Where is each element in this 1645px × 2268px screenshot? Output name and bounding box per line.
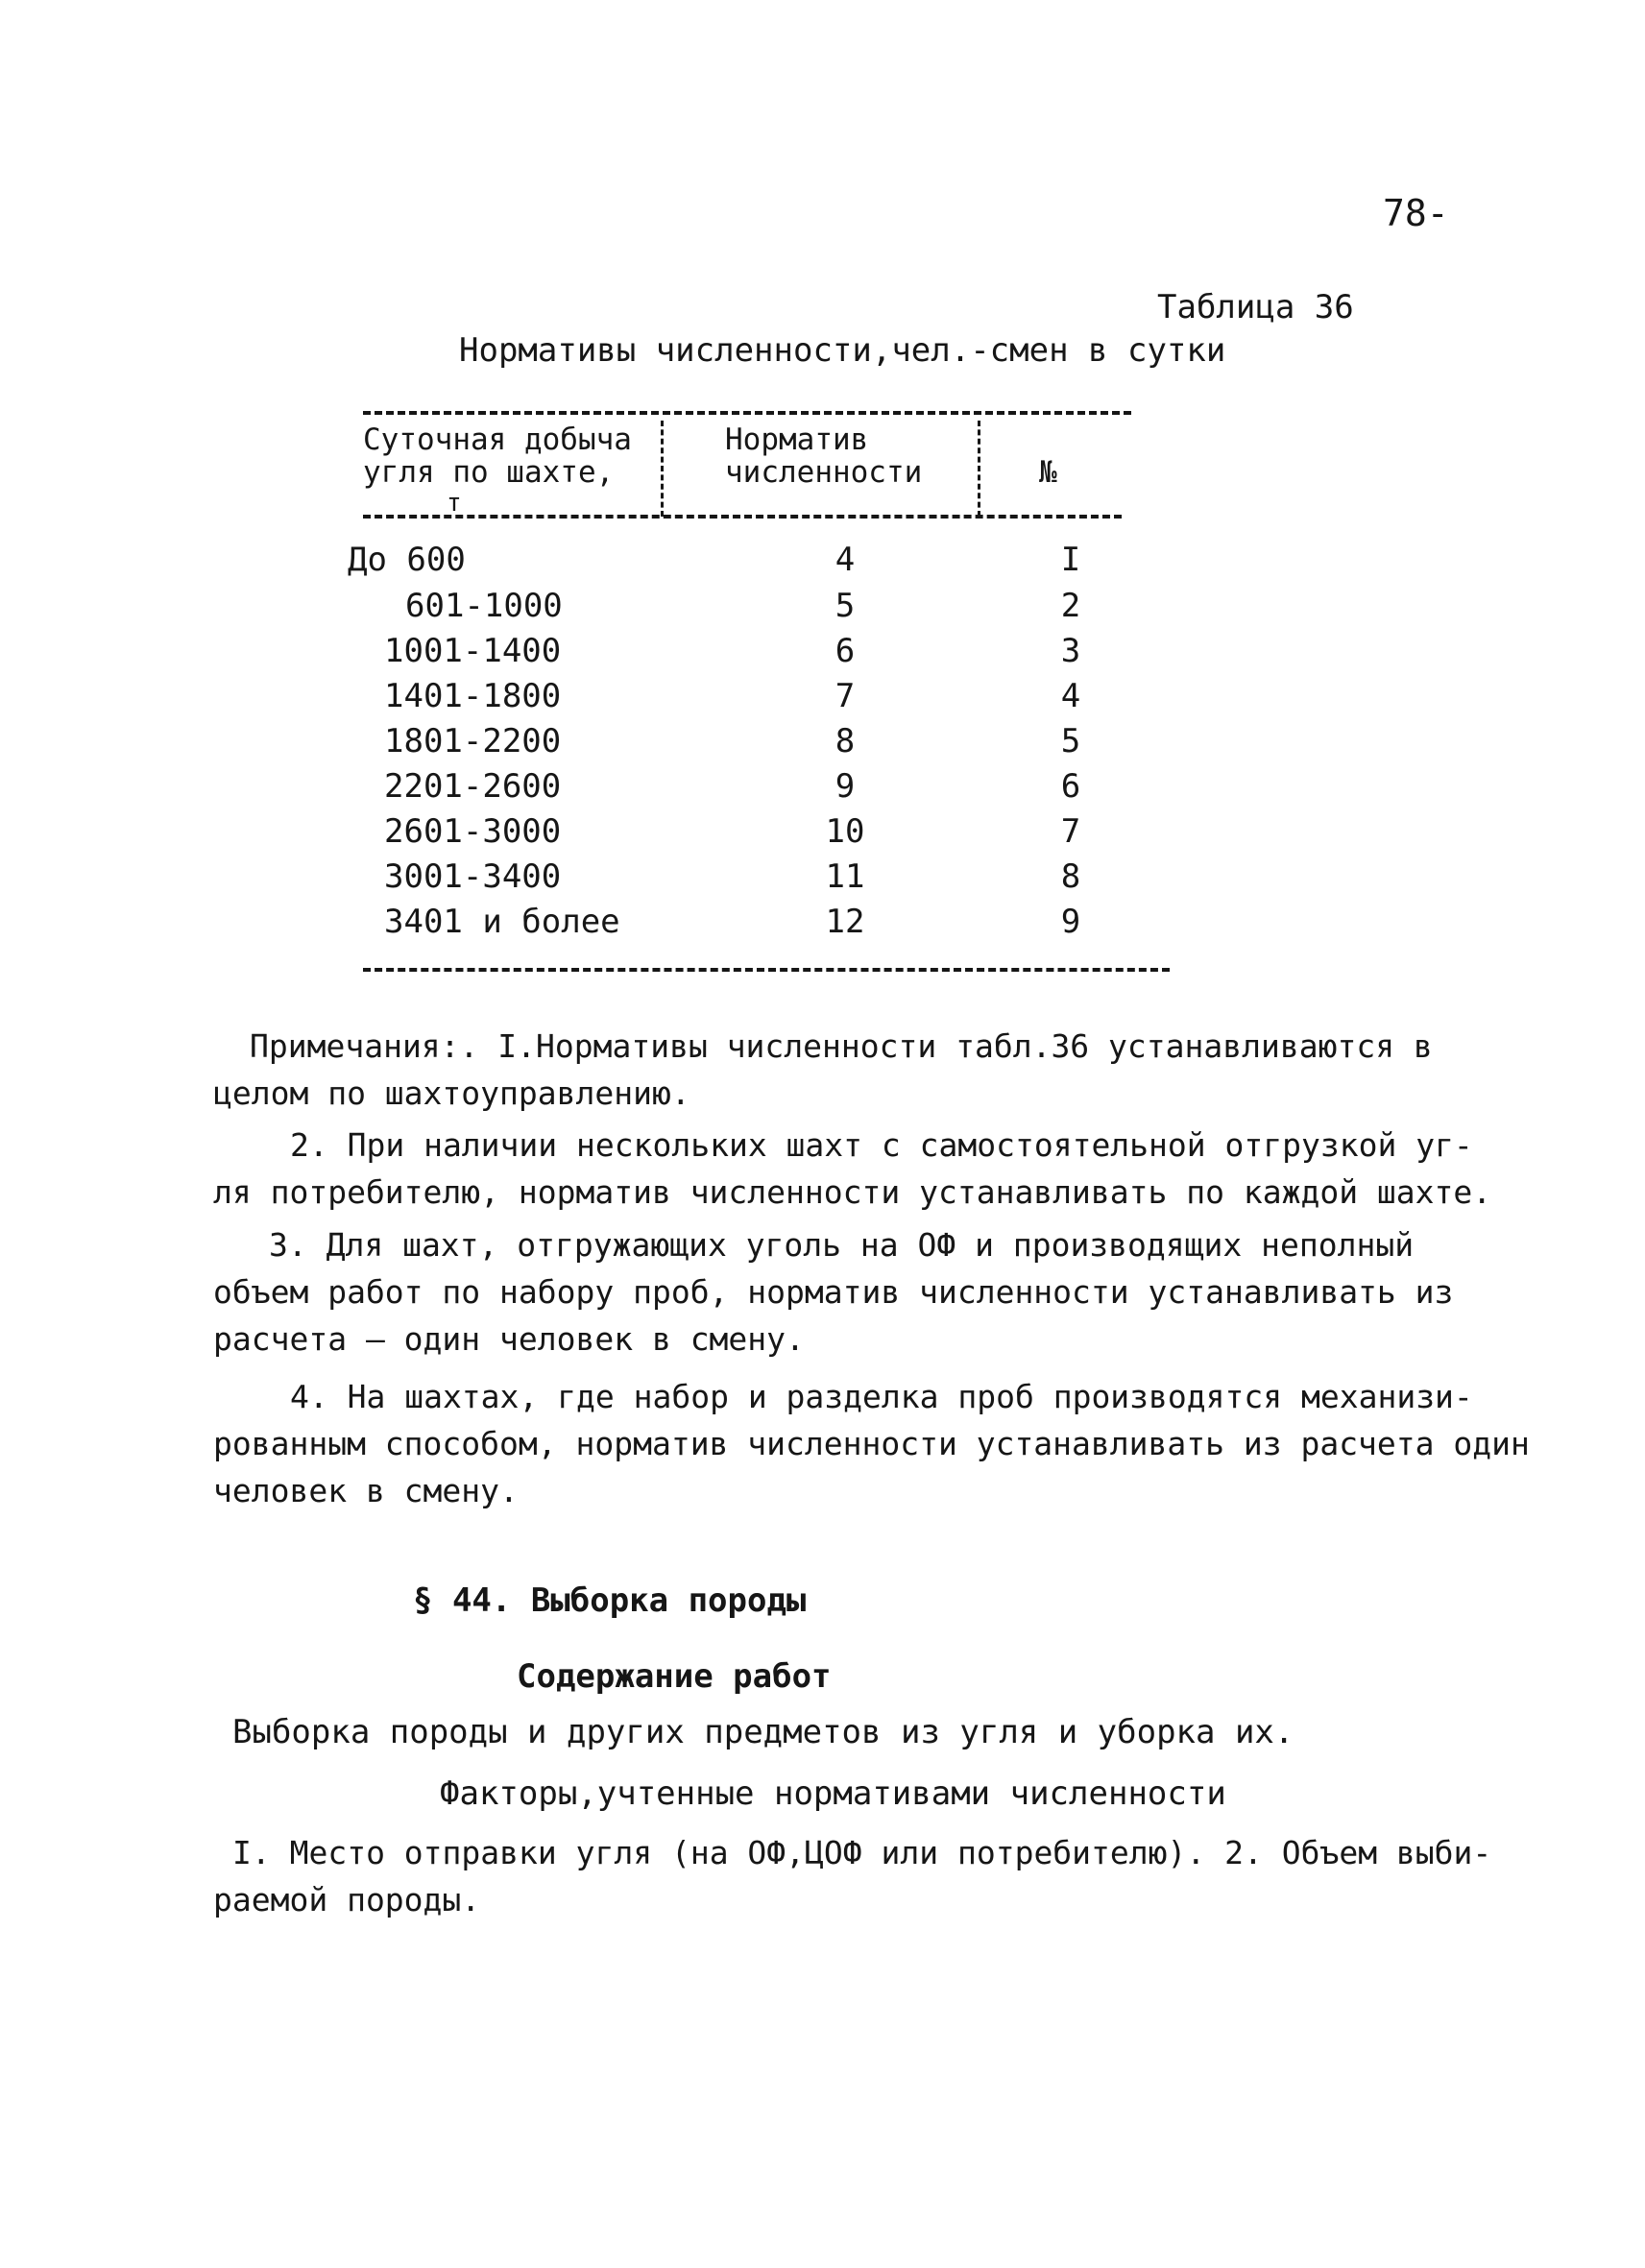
note-1 (213, 1023, 1433, 1117)
table-row (0, 583, 1645, 629)
factors-text (213, 1829, 1491, 1923)
header-divider-1 (661, 421, 664, 517)
note-4-line1: 4. На шахтах, где набор и разделка проб производятся механизи- (290, 1378, 1473, 1415)
table-label: Таблица 36 (1157, 288, 1354, 326)
table-row (0, 628, 1645, 674)
header-col2-line1: Норматив (725, 422, 869, 457)
row-norm: 11 (825, 857, 865, 896)
section-heading: § 44. Выборка породы (413, 1581, 807, 1620)
note-4-line2: рованным способом, норматив численности устанавливать из расчета один (213, 1425, 1530, 1462)
row-num: 4 (1060, 677, 1081, 715)
row-norm: 12 (825, 903, 865, 941)
row-range: 3001-3400 (384, 857, 562, 896)
factors-line2: раемой породы. (213, 1881, 481, 1918)
header-col1-line3: т (447, 489, 462, 518)
page-number: 78- (1383, 192, 1449, 234)
header-col3: № (1039, 455, 1057, 490)
row-range: 2601-3000 (384, 812, 562, 851)
row-norm: 4 (835, 541, 856, 579)
factors-title: Факторы,учтенные нормативами численности (440, 1774, 1226, 1813)
row-range: 2201-2600 (384, 767, 562, 806)
table-row (0, 899, 1645, 945)
header-col1-line2: угля по шахте, (363, 455, 615, 490)
note-2-line1: 2. При наличии нескольких шахт с самостоятельной отгрузкой уг- (290, 1126, 1473, 1164)
table-row (0, 718, 1645, 764)
table-row (0, 808, 1645, 855)
header-divider-2 (978, 421, 980, 517)
row-num: 9 (1060, 903, 1081, 941)
row-range: До 600 (348, 541, 466, 579)
row-range: 1001-1400 (384, 632, 562, 670)
note-4 (213, 1373, 1530, 1514)
note-2 (213, 1122, 1491, 1216)
table-row (0, 854, 1645, 900)
table-title: Нормативы численности,чел.-смен в сутки (459, 331, 1226, 370)
note-2-line2: ля потребителю, норматив численности устанавливать по каждой шахте. (213, 1173, 1492, 1211)
row-norm: 5 (835, 587, 856, 625)
row-num: 3 (1060, 632, 1081, 670)
row-range: 1401-1800 (384, 677, 562, 715)
table-row (0, 763, 1645, 809)
content-text: Выборка породы и других предметов из угля и уборка их. (232, 1713, 1294, 1751)
row-num: 2 (1060, 587, 1081, 625)
header-col1-line1: Суточная добыча (363, 422, 632, 457)
row-norm: 8 (835, 722, 856, 760)
row-range: 3401 и более (384, 903, 620, 941)
note-1-line1: Примечания:. I.Нормативы численности табл.36 устанавливаются в (250, 1027, 1433, 1065)
row-norm: 10 (825, 812, 865, 851)
row-range: 601-1000 (405, 587, 563, 625)
header-col2-line2: численности (725, 455, 923, 490)
row-norm: 7 (835, 677, 856, 715)
table-bottom-rule (363, 968, 1170, 972)
factors-line1: I. Место отправки угля (на ОФ,ЦОФ или потребителю). 2. Объем выби- (232, 1834, 1492, 1871)
table-top-rule (363, 411, 1131, 415)
note-1-line2: целом по шахтоуправлению. (213, 1074, 690, 1112)
row-num: 6 (1060, 767, 1081, 806)
row-num: 5 (1060, 722, 1081, 760)
table-row (0, 537, 1645, 583)
table-row (0, 673, 1645, 719)
note-3-line3: расчета – один человек в смену. (213, 1320, 805, 1358)
note-4-line3: человек в смену. (213, 1472, 519, 1509)
row-norm: 9 (835, 767, 856, 806)
row-norm: 6 (835, 632, 856, 670)
note-3-line1: 3. Для шахт, отгружающих уголь на ОФ и производящих неполный (269, 1226, 1415, 1264)
content-title: Содержание работ (517, 1657, 832, 1696)
row-num: 7 (1060, 812, 1081, 851)
note-3-line2: объем работ по набору проб, норматив численности устанавливать из (213, 1273, 1454, 1311)
row-num: I (1060, 541, 1081, 579)
header-bottom-rule (363, 515, 1122, 519)
note-3 (213, 1221, 1453, 1363)
row-num: 8 (1060, 857, 1081, 896)
row-range: 1801-2200 (384, 722, 562, 760)
